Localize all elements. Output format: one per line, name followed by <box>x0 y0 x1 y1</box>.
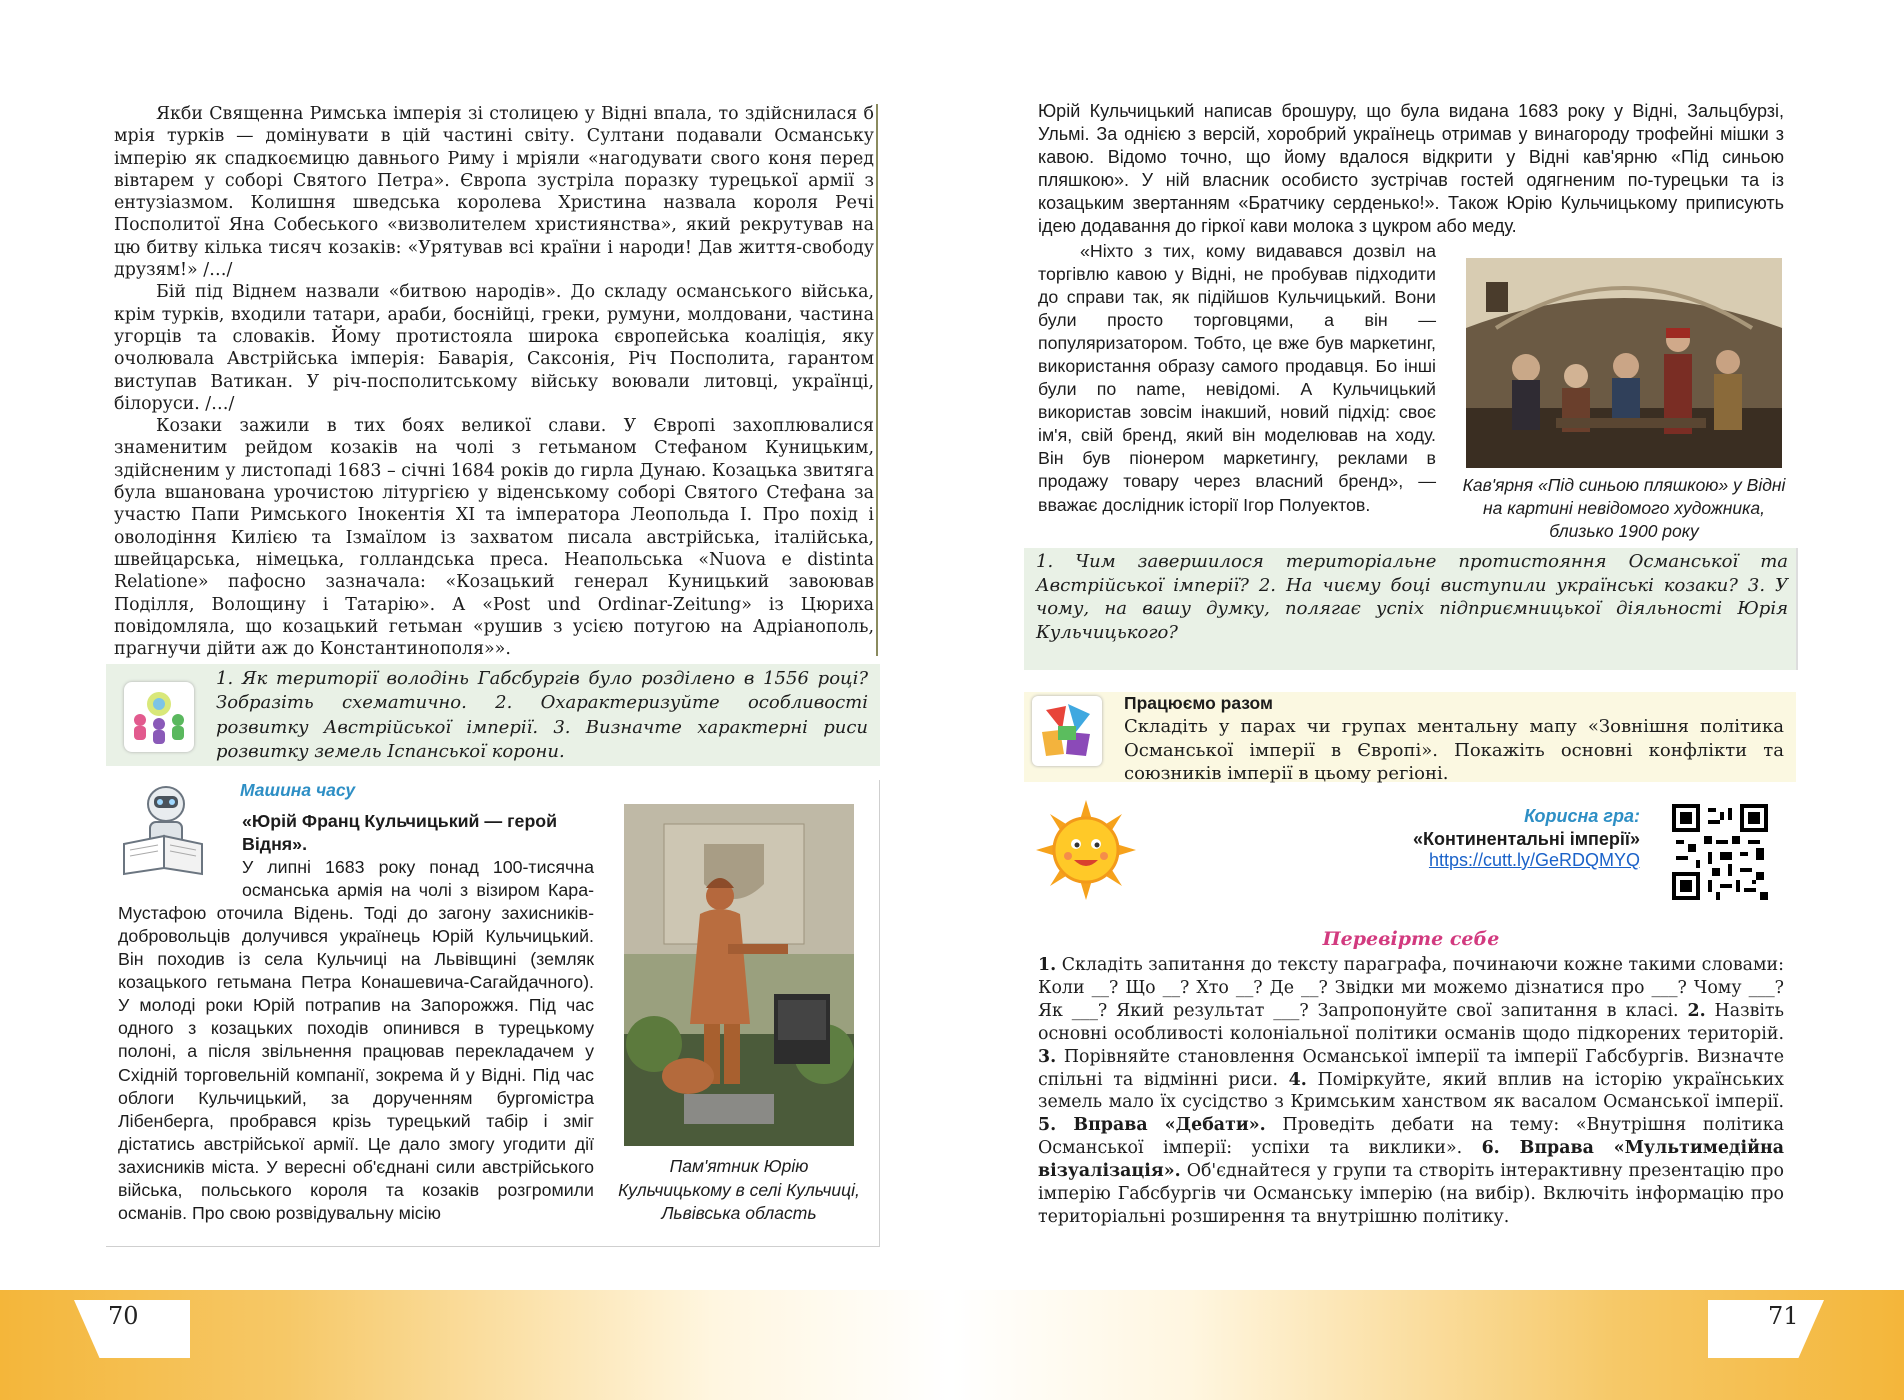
statue-caption: Пам'ятник Юрію Кульчицькому в селі Кульчиці, Львівська область <box>618 1156 860 1223</box>
task-text: Порівняйте становлення Османської імперії та імперії Габсбургів. Визначте спільні та відмінні риси. <box>1038 1046 1785 1090</box>
task-text: Поміркуйте, який вплив на історію українських земель мало їх сусідство з Кримським ханством як васалом Османської імперії. <box>1038 1069 1784 1113</box>
tasks-box-edge <box>1796 548 1798 670</box>
left-main-text <box>114 103 874 660</box>
task-number: 5. Вправа «Дебати». <box>1038 1115 1266 1136</box>
paragraph: Бій під Віднем назвали «битвою народів». До складу османського війська, крім турків, входили татари, араби, боснійці, греки, румуни, молдовани, частина угорців та словаків. Йому протистояла широка європейська коаліція, яку очолювала Австрійська імперія: Баварія, Саксонія, Річ Посполита, гарантом виступав Ватикан. У річ-посполитському війську воювали литовці, українці, білоруси. /…/ <box>114 282 874 414</box>
page-number: 70 <box>108 1302 139 1330</box>
paragraph: Козаки зажили в тих боях великої слави. У Європі захоплювалися знаменитим рейдом козаків на чолі з гетьманом Стефаном Куницьким, здійсненим у листопаді 1683 – січні 1684 років до гирла Дунаю. Козацька звитяга була вшанована урочистою літургією у віденському соборі Святого Стефана за участю Папи Римського Інокентія XI та імператора Леопольда I. Про похід і оволодіння Килією та Ізмаїлом із захватом писала австрійська, італійська, швейцарська, німецька, голландська преса. Неапольська «Nuova e distinta Relatione» пафосно зазначала: «Козацький генерал Куницький завоював Поділля, Волощину і Татарію». А «Post und Ordinar-Zeitung» із Цюриха повідомляла, що козацький гетьман «рушив з усією потугою на Адріанополь, прагнучи дійти аж до Константинополя»». <box>114 416 874 660</box>
task-text: Складіть запитання до тексту параграфа, починаючи кожне такими словами: Коли __? Що __? Хто __? Де __? Звідки ми можемо дізнатися про ___? Чому ___? Як ___? Який результат ___? Запропонуйте свої запитання в класі. <box>1038 955 1784 1021</box>
task-text: Об'єднайтеся у групи та створіть інтерактивну презентацію про імперію Габсбургів чи Османську імперію (на вибір). Включіть інформацію про територіальні розширення та внутрішню політику. <box>1038 1161 1784 1227</box>
time-machine-heading: «Юрій Франц Кульчицький — герой Відня». <box>242 811 558 855</box>
task-text: Проведіть дебати на тему: «Внутрішня політика Османської імперії: успіхи та виклики». <box>1038 1115 1785 1159</box>
game-name: «Континентальні імперії» <box>1413 829 1640 849</box>
statue-photo <box>624 804 854 1146</box>
task-number: 2. <box>1687 1000 1706 1021</box>
cafe-caption: Кав'ярня «Під синьою пляшкою» у Відні на картині невідомого художника, близько 1900 року <box>1462 475 1786 541</box>
check-yourself-text <box>1038 954 1784 1229</box>
paragraph: Якби Священна Римська імперія зі столицею у Відні впала, то здійснилася б мрія турків — домінувати в цій частині світу. Султани подавали Османську імперію як спадкоємицю давнього Риму і мріяли «нагодувати свого коня перед вівтарем у соборі Святого Петра». Європа зустріла поразку турецької армії з ентузіазмом. Колишня шведська королева Христина назвала короля Речі Посполитої Яна Собеського «визволителем християнства», який рекрутував на цю битву кілька тисяч козаків: «Урятував всі країни і народи! Дав життя-свободу друзям!» /…/ <box>114 104 874 281</box>
check-yourself-title: Перевірте себе <box>1322 928 1500 950</box>
time-machine-paragraph: У липні 1683 року понад 100-тисячна османська армія на чолі з візиром Кара-Мустафою оточила Відень. Тоді до загону захисників-добровольців долучився українець Юрій Кульчицький. Він походив із села Кульчиці на Львівщині (земляк козацького гетьмана Петра Конашевича-Сагайдачного). У молоді роки Юрій потрапив на Запорожжя. Під час одного з козацьких походів опинився в турецькому полоні, а після звільнення працював перекладачем у Східній торговельній компанії, зокрема й у Відні. Під час облоги Кульчицький, за дорученням бургомістра Лібенберга, пробрався крізь турецький табір і зміг дістатись австрійської армії. Це дало змогу угодити дії захисників міста. У вересні об'єднані сили австрійського війська, польського короля та козаків розгромили османів. Про свою розвідувальну місію <box>118 857 594 1223</box>
quote-rule <box>876 104 878 656</box>
hands-together-icon <box>1032 696 1102 766</box>
task-text: Назвіть основні особливості колоніальної політики османів щодо підкорених територій. <box>1038 1000 1785 1044</box>
quote-paragraph: «Ніхто з тих, кому видавався дозвіл на торгівлю кавою у Відні, не пробував підходити до справи так, як підійшов Кульчицький. Вони були просто торговцями, а він — популяризатором. Тобто, це вже був маркетинг, використання образу самого продавця. Бо інші були по name, невідомі. А Кульчицький використав зовсім інакший, новий підхід: своє ім'я, свій бренд, який він моделював на ходу. Він був піонером маркетингу, реклами в продажу товару через власний бренд», — вважає дослідник історії Ігор Полуектов. <box>1038 241 1436 515</box>
tasks-text: 1. Чим завершилося територіальне протистояння Османської та Австрійської імперії? 2. На чиєму боці виступили українські козаки? 3. У чому, на вашу думку, полягає успіх підприємницької діяльності Юрія Кульчицького? <box>1036 551 1788 643</box>
section-border <box>879 780 880 1246</box>
task-number: 4. <box>1288 1069 1307 1090</box>
quote-text <box>1038 240 1436 517</box>
useful-game-label: Корисна гра: <box>1524 806 1640 826</box>
qr-code-icon[interactable] <box>1672 804 1768 900</box>
group-work-icon <box>124 682 194 752</box>
time-machine-label: Машина часу <box>240 780 356 800</box>
task-number: 1. <box>1038 955 1057 975</box>
time-machine-text <box>118 810 594 1225</box>
game-link[interactable]: https://cutt.ly/GeRDQMYQ <box>1428 850 1640 870</box>
page-number: 71 <box>1768 1302 1799 1330</box>
smiling-sun-icon <box>1036 800 1136 900</box>
right-top-text: Юрій Кульчицький написав брошуру, що була видана 1683 року у Відні, Зальцбурзі, Ульмі. За однією з версій, хоробрий українець отримав у винагороду трофейні мішки з кавою. Відомо точно, що йому вдалося відкрити у Відні кав'ярню «Під синьою пляшкою». У ній власник особисто зустрічав гостей одягненим по-турецьки та із козацьким звертанням «Братчику серденько!». Також Юрію Кульчицькому приписують ідею додавання до гіркої кави молока з цукром або меду. <box>1038 101 1784 236</box>
tasks-text: 1. Як території володінь Габсбургів було розділено в 1556 році? Зобразіть схематично. 2. Охарактеризуйте особливості розвитку Австрійської імперії. 3. Визначте характерні риси розвитку земель Іспанської корони. <box>216 668 868 762</box>
cafe-painting <box>1466 258 1782 468</box>
section-border <box>106 1246 880 1247</box>
time-machine-body <box>118 856 594 1225</box>
work-together-title: Працюємо разом <box>1124 693 1273 713</box>
task-number: 3. <box>1038 1046 1057 1067</box>
work-together-text: Складіть у парах чи групах ментальну мапу «Зовнішня політика Османської імперії в Європі». Покажіть основні конфлікти та союзників імперії в цьому регіоні. <box>1124 716 1784 784</box>
task-number: 6. Вправа «Мультимедійна візуалізація». <box>1038 1138 1784 1182</box>
